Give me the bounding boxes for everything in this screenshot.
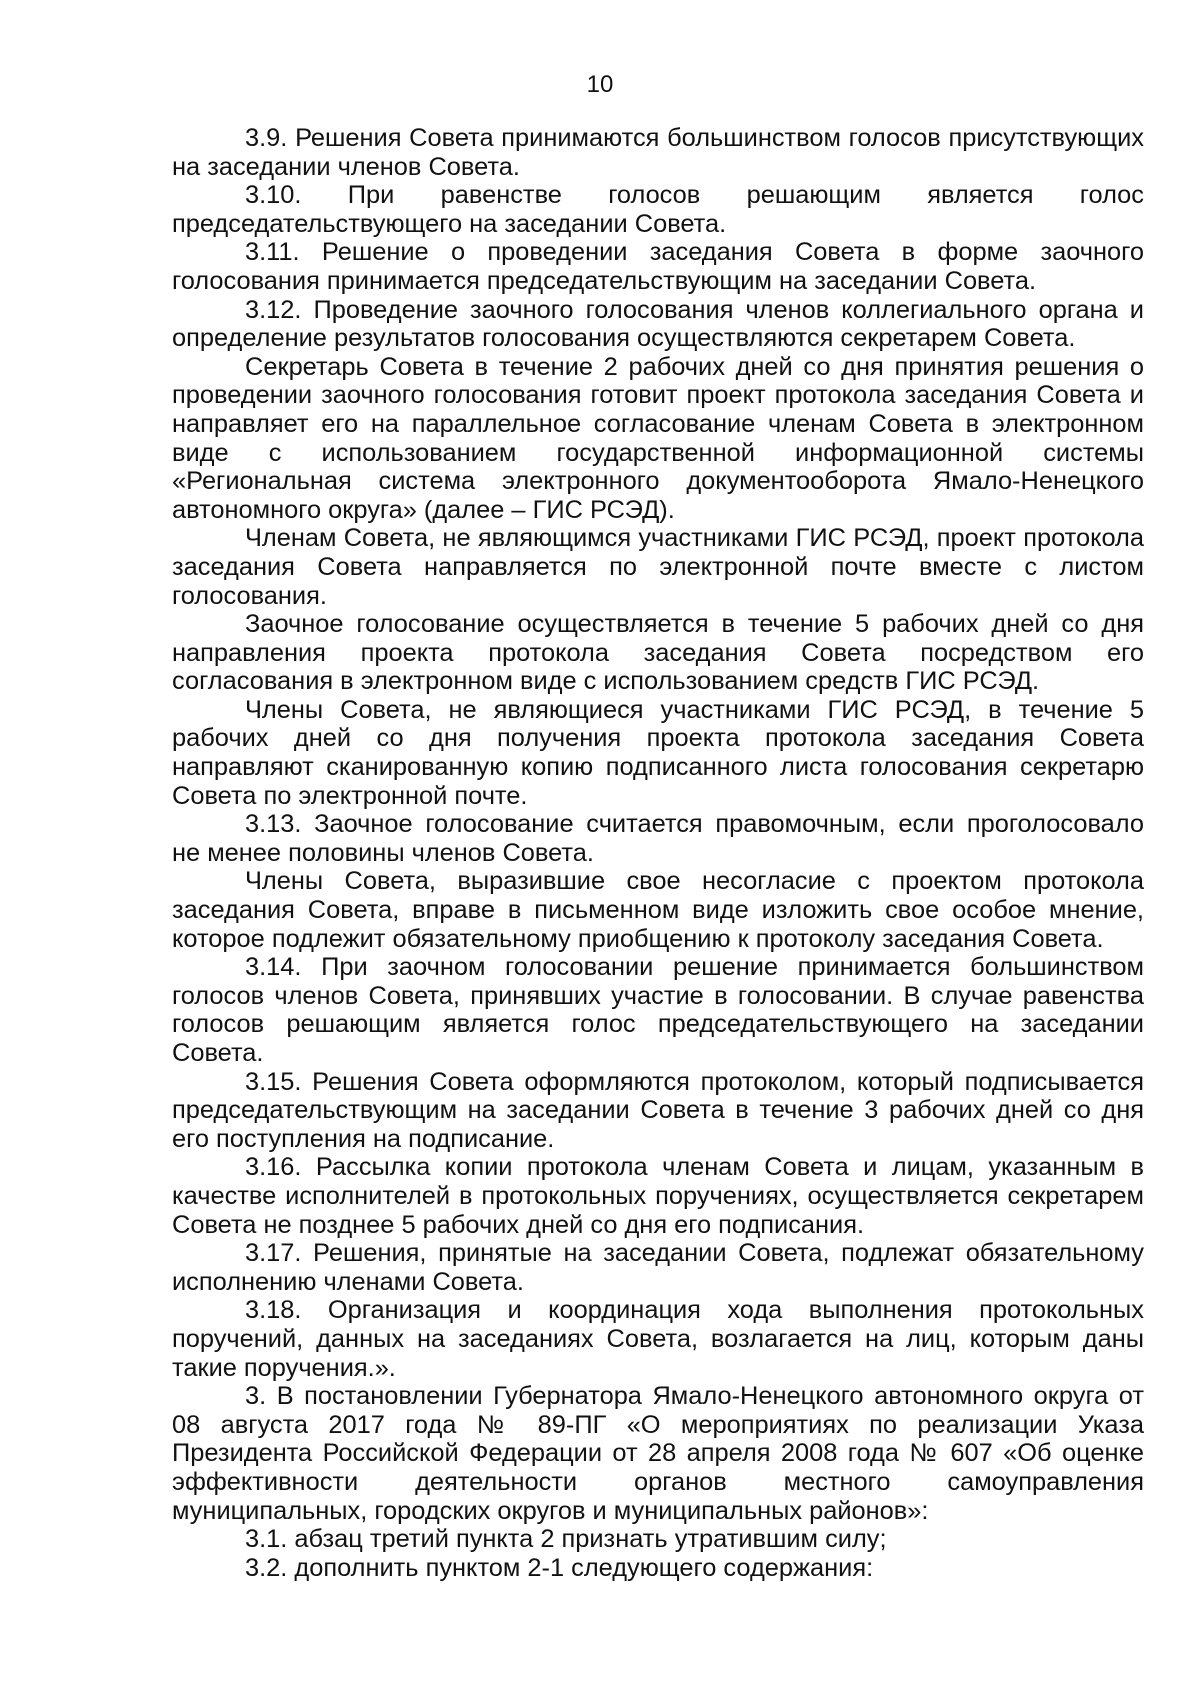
paragraph-3-12: 3.12. Проведение заочного голосования членов коллегиального органа и определение результатов голосования осуществляются секретарем Совета. <box>172 295 1144 353</box>
paragraph-dissenting-opinion: Члены Совета, выразившие свое несогласие с проектом протокола заседания Совета, вправе в письменном виде изложить свое особое мнение, которое подлежит обязательному приобщению к протоколу заседания Совета. <box>172 867 1144 953</box>
page-number: 10 <box>586 71 614 98</box>
paragraph-non-participants-email: Членам Совета, не являющимся участниками ГИС РСЭД, проект протокола заседания Совета направляется по электронной почте вместе с листом голосования. <box>172 524 1144 610</box>
paragraph-3-14: 3.14. При заочном голосовании решение принимается большинством голосов членов Совета, принявших участие в голосовании. В случае равенства голосов решающим является голос председательствующего на заседании Совета. <box>172 953 1144 1067</box>
paragraph-3-17: 3.17. Решения, принятые на заседании Совета, подлежат обязательному исполнению членами Совета. <box>172 1239 1144 1296</box>
paragraph-voting-period: Заочное голосование осуществляется в течение 5 рабочих дней со дня направления проекта протокола заседания Совета посредством его согласования в электронном виде с использованием средств ГИС РСЭД. <box>172 610 1144 696</box>
paragraph-3-10: 3.10. При равенстве голосов решающим является голос председательствующего на заседании Совета. <box>172 181 1144 238</box>
paragraph-3-15: 3.15. Решения Совета оформляются протоколом, который подписывается председательствующим на заседании Совета в течение 3 рабочих дней со дня его поступления на подписание. <box>172 1067 1144 1153</box>
paragraph-3-9: 3.9. Решения Совета принимаются большинством голосов присутствующих на заседании членов Совета. <box>172 124 1144 181</box>
paragraph-3-16: 3.16. Рассылка копии протокола членам Совета и лицам, указанным в качестве исполнителей в протокольных поручениях, осуществляется секретарем Совета не позднее 5 рабочих дней со дня его подписания. <box>172 1153 1144 1239</box>
paragraph-3-1: 3.1. абзац третий пункта 2 признать утратившим силу; <box>245 1525 887 1554</box>
paragraph-3-18: 3.18. Организация и координация хода выполнения протокольных поручений, данных на заседаниях Совета, возлагается на лиц, которым даны такие поручения.». <box>172 1296 1144 1382</box>
paragraph-3-11: 3.11. Решение о проведении заседания Совета в форме заочного голосования принимается председательствующим на заседании Совета. <box>172 238 1144 295</box>
paragraph-members-scanned-copy: Члены Совета, не являющиеся участниками ГИС РСЭД, в течение 5 рабочих дней со дня получения проекта протокола заседания Совета направляют сканированную копию подписанного листа голосования секретарю Совета по электронной почте. <box>172 695 1144 810</box>
paragraph-section-3: 3. В постановлении Губернатора Ямало-Ненецкого автономного округа от 08 августа 2017 года № 89-ПГ «О мероприятиях по реализации Указа Президента Российской Федерации от 28 апреля 2008 года № 607 «Об оценке эффективности деятельности органов местного самоуправления муниципальных, городских округов и муниципальных районов»: <box>172 1382 1144 1525</box>
document-body <box>172 124 1144 1582</box>
paragraph-3-2: 3.2. дополнить пунктом 2-1 следующего содержания: <box>245 1553 874 1582</box>
paragraph-3-13: 3.13. Заочное голосование считается правомочным, если проголосовало не менее половины членов Совета. <box>172 810 1144 867</box>
paragraph-secretary-procedure: Секретарь Совета в течение 2 рабочих дней со дня принятия решения о проведении заочного голосования готовит проект протокола заседания Совета и направляет его на параллельное согласование членам Совета в электронном виде с использованием государственной информационной системы «Региональная система электронного документооборота Ямало-Ненецкого автономного округа» (далее – ГИС РСЭД). <box>172 352 1144 524</box>
